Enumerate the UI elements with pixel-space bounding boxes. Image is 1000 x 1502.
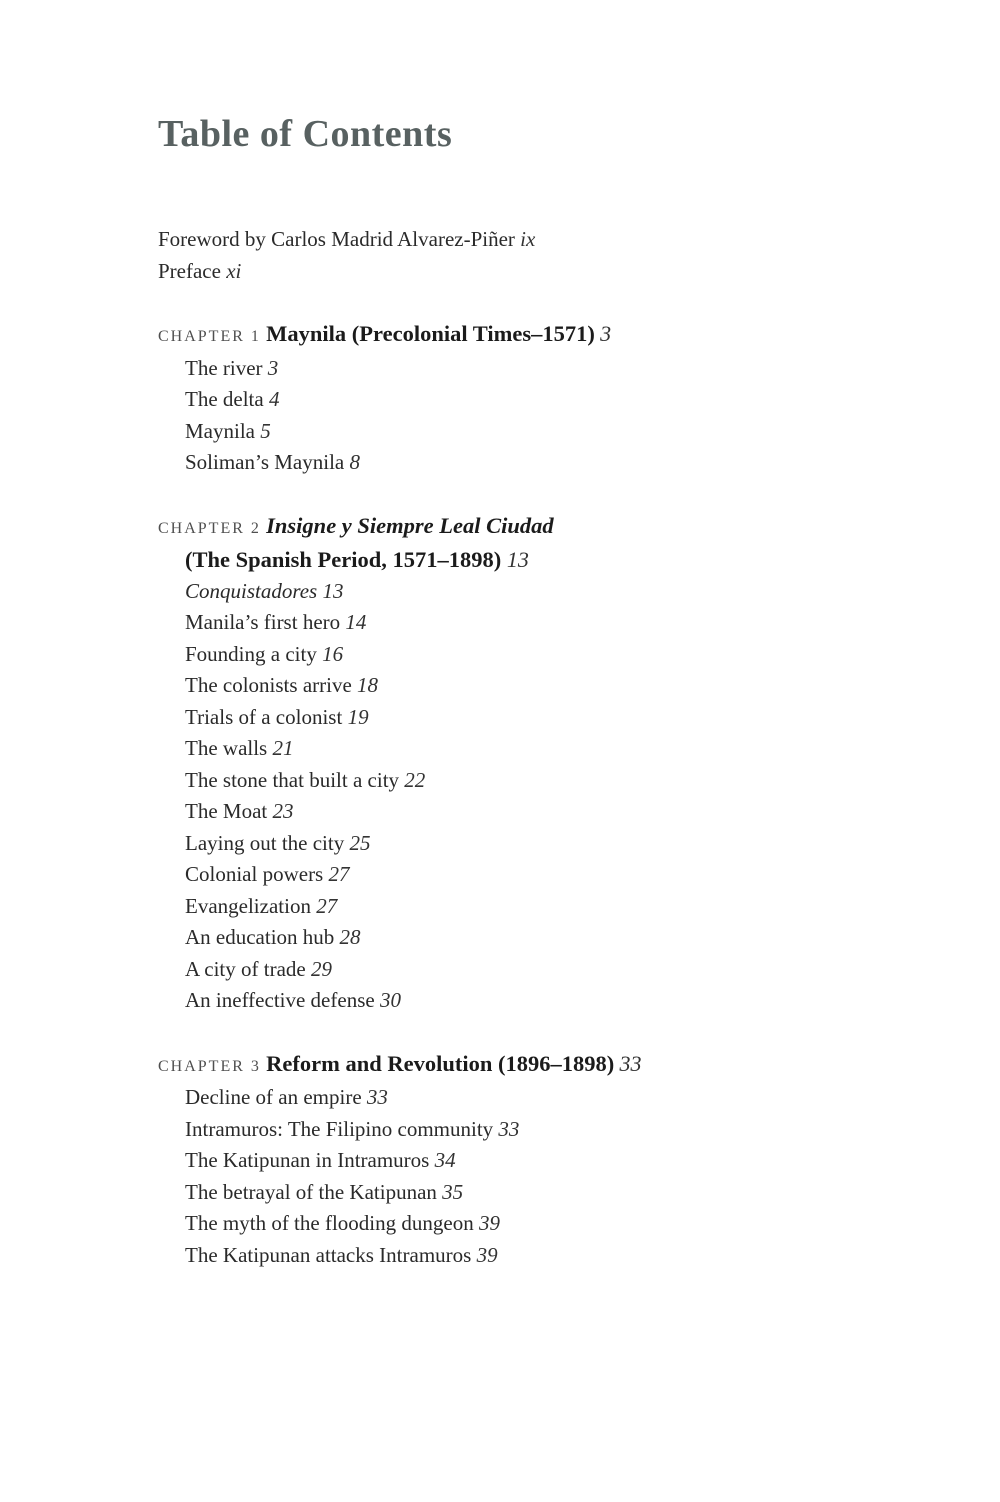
chapter-page-number: 33	[619, 1050, 642, 1076]
section-page-number: 28	[339, 925, 361, 949]
chapter-heading[interactable]	[158, 510, 930, 545]
toc-entry[interactable]	[158, 859, 930, 891]
toc-entry[interactable]	[158, 891, 930, 923]
entry-title: Preface	[158, 258, 221, 283]
section-title: The betrayal of the Katipunan	[185, 1179, 437, 1204]
section-title: Maynila	[185, 418, 255, 443]
toc-entry[interactable]	[158, 576, 930, 608]
toc-entry[interactable]	[158, 796, 930, 828]
chapter-heading[interactable]	[158, 318, 930, 353]
section-page-number: 29	[310, 956, 332, 981]
toc-entry[interactable]	[158, 1177, 930, 1209]
toc-entry[interactable]	[158, 1145, 930, 1177]
toc-entry[interactable]	[158, 607, 930, 639]
section-page-number: 25	[349, 830, 371, 855]
toc-entry[interactable]	[158, 447, 930, 479]
section-title: Colonial powers	[185, 862, 324, 886]
toc-entry[interactable]	[158, 954, 930, 986]
section-page-number: 13	[322, 578, 344, 603]
chapter-label: CHAPTER 1	[158, 328, 261, 345]
toc-entry[interactable]	[158, 733, 930, 765]
section-page-number: 39	[476, 1242, 498, 1267]
section-title: The walls	[185, 736, 268, 760]
section-page-number: 35	[442, 1179, 464, 1204]
section-title: Evangelization	[185, 893, 311, 918]
section-page-number: 33	[498, 1116, 520, 1141]
front-matter-list	[158, 224, 930, 287]
chapter-title: Insigne y Siempre Leal Ciudad	[266, 512, 554, 538]
section-page-number: 34	[434, 1148, 456, 1172]
toc-entry[interactable]	[158, 985, 930, 1017]
section-title: Soliman’s Maynila	[185, 450, 345, 474]
toc-entry[interactable]	[158, 1208, 930, 1240]
toc-entry[interactable]	[158, 922, 930, 954]
toc-entry[interactable]	[158, 702, 930, 734]
section-list	[158, 353, 930, 479]
section-title: Intramuros: The Filipino community	[185, 1116, 494, 1141]
chapter-block	[158, 510, 930, 1017]
section-title: The stone that built a city	[185, 767, 400, 792]
section-title: Trials of a colonist	[185, 704, 343, 729]
section-title: An ineffective defense	[185, 988, 375, 1012]
section-list	[158, 576, 930, 1017]
chapter-title: Reform and Revolution (1896–1898)	[266, 1050, 615, 1076]
toc-entry[interactable]	[158, 416, 930, 448]
section-title: Manila’s first hero	[185, 610, 341, 634]
section-page-number: 3	[267, 355, 279, 380]
front-matter-entry[interactable]	[158, 224, 930, 256]
section-page-number: 33	[366, 1085, 388, 1109]
entry-page-number: xi	[226, 258, 242, 283]
page-title: Table of Contents	[158, 113, 453, 155]
section-page-number: 16	[322, 641, 344, 666]
chapter-page-number: 3	[600, 321, 612, 346]
chapter-list	[158, 318, 930, 1271]
section-title: The river	[185, 355, 263, 380]
section-title: Laying out the city	[185, 830, 345, 855]
section-title: The Moat	[185, 799, 268, 823]
chapter-block	[158, 1048, 930, 1272]
section-title: The colonists arrive	[185, 673, 352, 697]
section-page-number: 14	[345, 610, 367, 634]
section-page-number: 5	[260, 418, 271, 443]
toc-entry[interactable]	[158, 670, 930, 702]
toc-entry[interactable]	[158, 828, 930, 860]
section-title: Conquistadores	[185, 578, 318, 603]
entry-page-number: ix	[520, 227, 536, 251]
section-page-number: 39	[478, 1211, 500, 1235]
toc-entry[interactable]	[158, 765, 930, 797]
section-page-number: 19	[347, 704, 369, 729]
toc-entry[interactable]	[158, 1240, 930, 1272]
toc-entry[interactable]	[158, 353, 930, 385]
entry-title: Foreword by Carlos Madrid Alvarez-Piñer	[158, 227, 515, 251]
section-page-number: 27	[328, 862, 350, 886]
toc-entry[interactable]	[158, 639, 930, 671]
chapter-block	[158, 318, 930, 479]
section-page-number: 4	[268, 387, 280, 411]
chapter-label: CHAPTER 3	[158, 1057, 261, 1075]
section-page-number: 30	[379, 988, 401, 1012]
front-matter-entry[interactable]	[158, 256, 930, 288]
section-title: Decline of an empire	[185, 1085, 362, 1109]
section-page-number: 8	[349, 450, 360, 474]
section-page-number: 21	[272, 736, 294, 760]
section-title: Founding a city	[185, 641, 317, 666]
chapter-subtitle-line[interactable]	[158, 544, 930, 576]
toc-entry[interactable]	[158, 1114, 930, 1146]
section-page-number: 18	[357, 673, 379, 697]
chapter-title: Maynila (Precolonial Times–1571)	[266, 321, 595, 346]
chapter-label: CHAPTER 2	[158, 519, 261, 537]
section-page-number: 23	[272, 799, 294, 823]
chapter-subtitle: (The Spanish Period, 1571–1898)	[185, 547, 502, 572]
toc-entry[interactable]	[158, 1082, 930, 1114]
section-title: The Katipunan attacks Intramuros	[185, 1242, 472, 1267]
section-title: The Katipunan in Intramuros	[185, 1148, 430, 1172]
section-page-number: 27	[316, 893, 338, 918]
chapter-subtitle-page-number: 13	[506, 547, 529, 572]
section-page-number: 22	[404, 767, 426, 792]
section-title: The myth of the flooding dungeon	[185, 1211, 474, 1235]
section-title: The delta	[185, 387, 264, 411]
section-title: A city of trade	[185, 956, 306, 981]
section-title: An education hub	[185, 925, 335, 949]
toc-entry[interactable]	[158, 384, 930, 416]
section-list	[158, 1082, 930, 1271]
chapter-heading[interactable]	[158, 1048, 930, 1083]
